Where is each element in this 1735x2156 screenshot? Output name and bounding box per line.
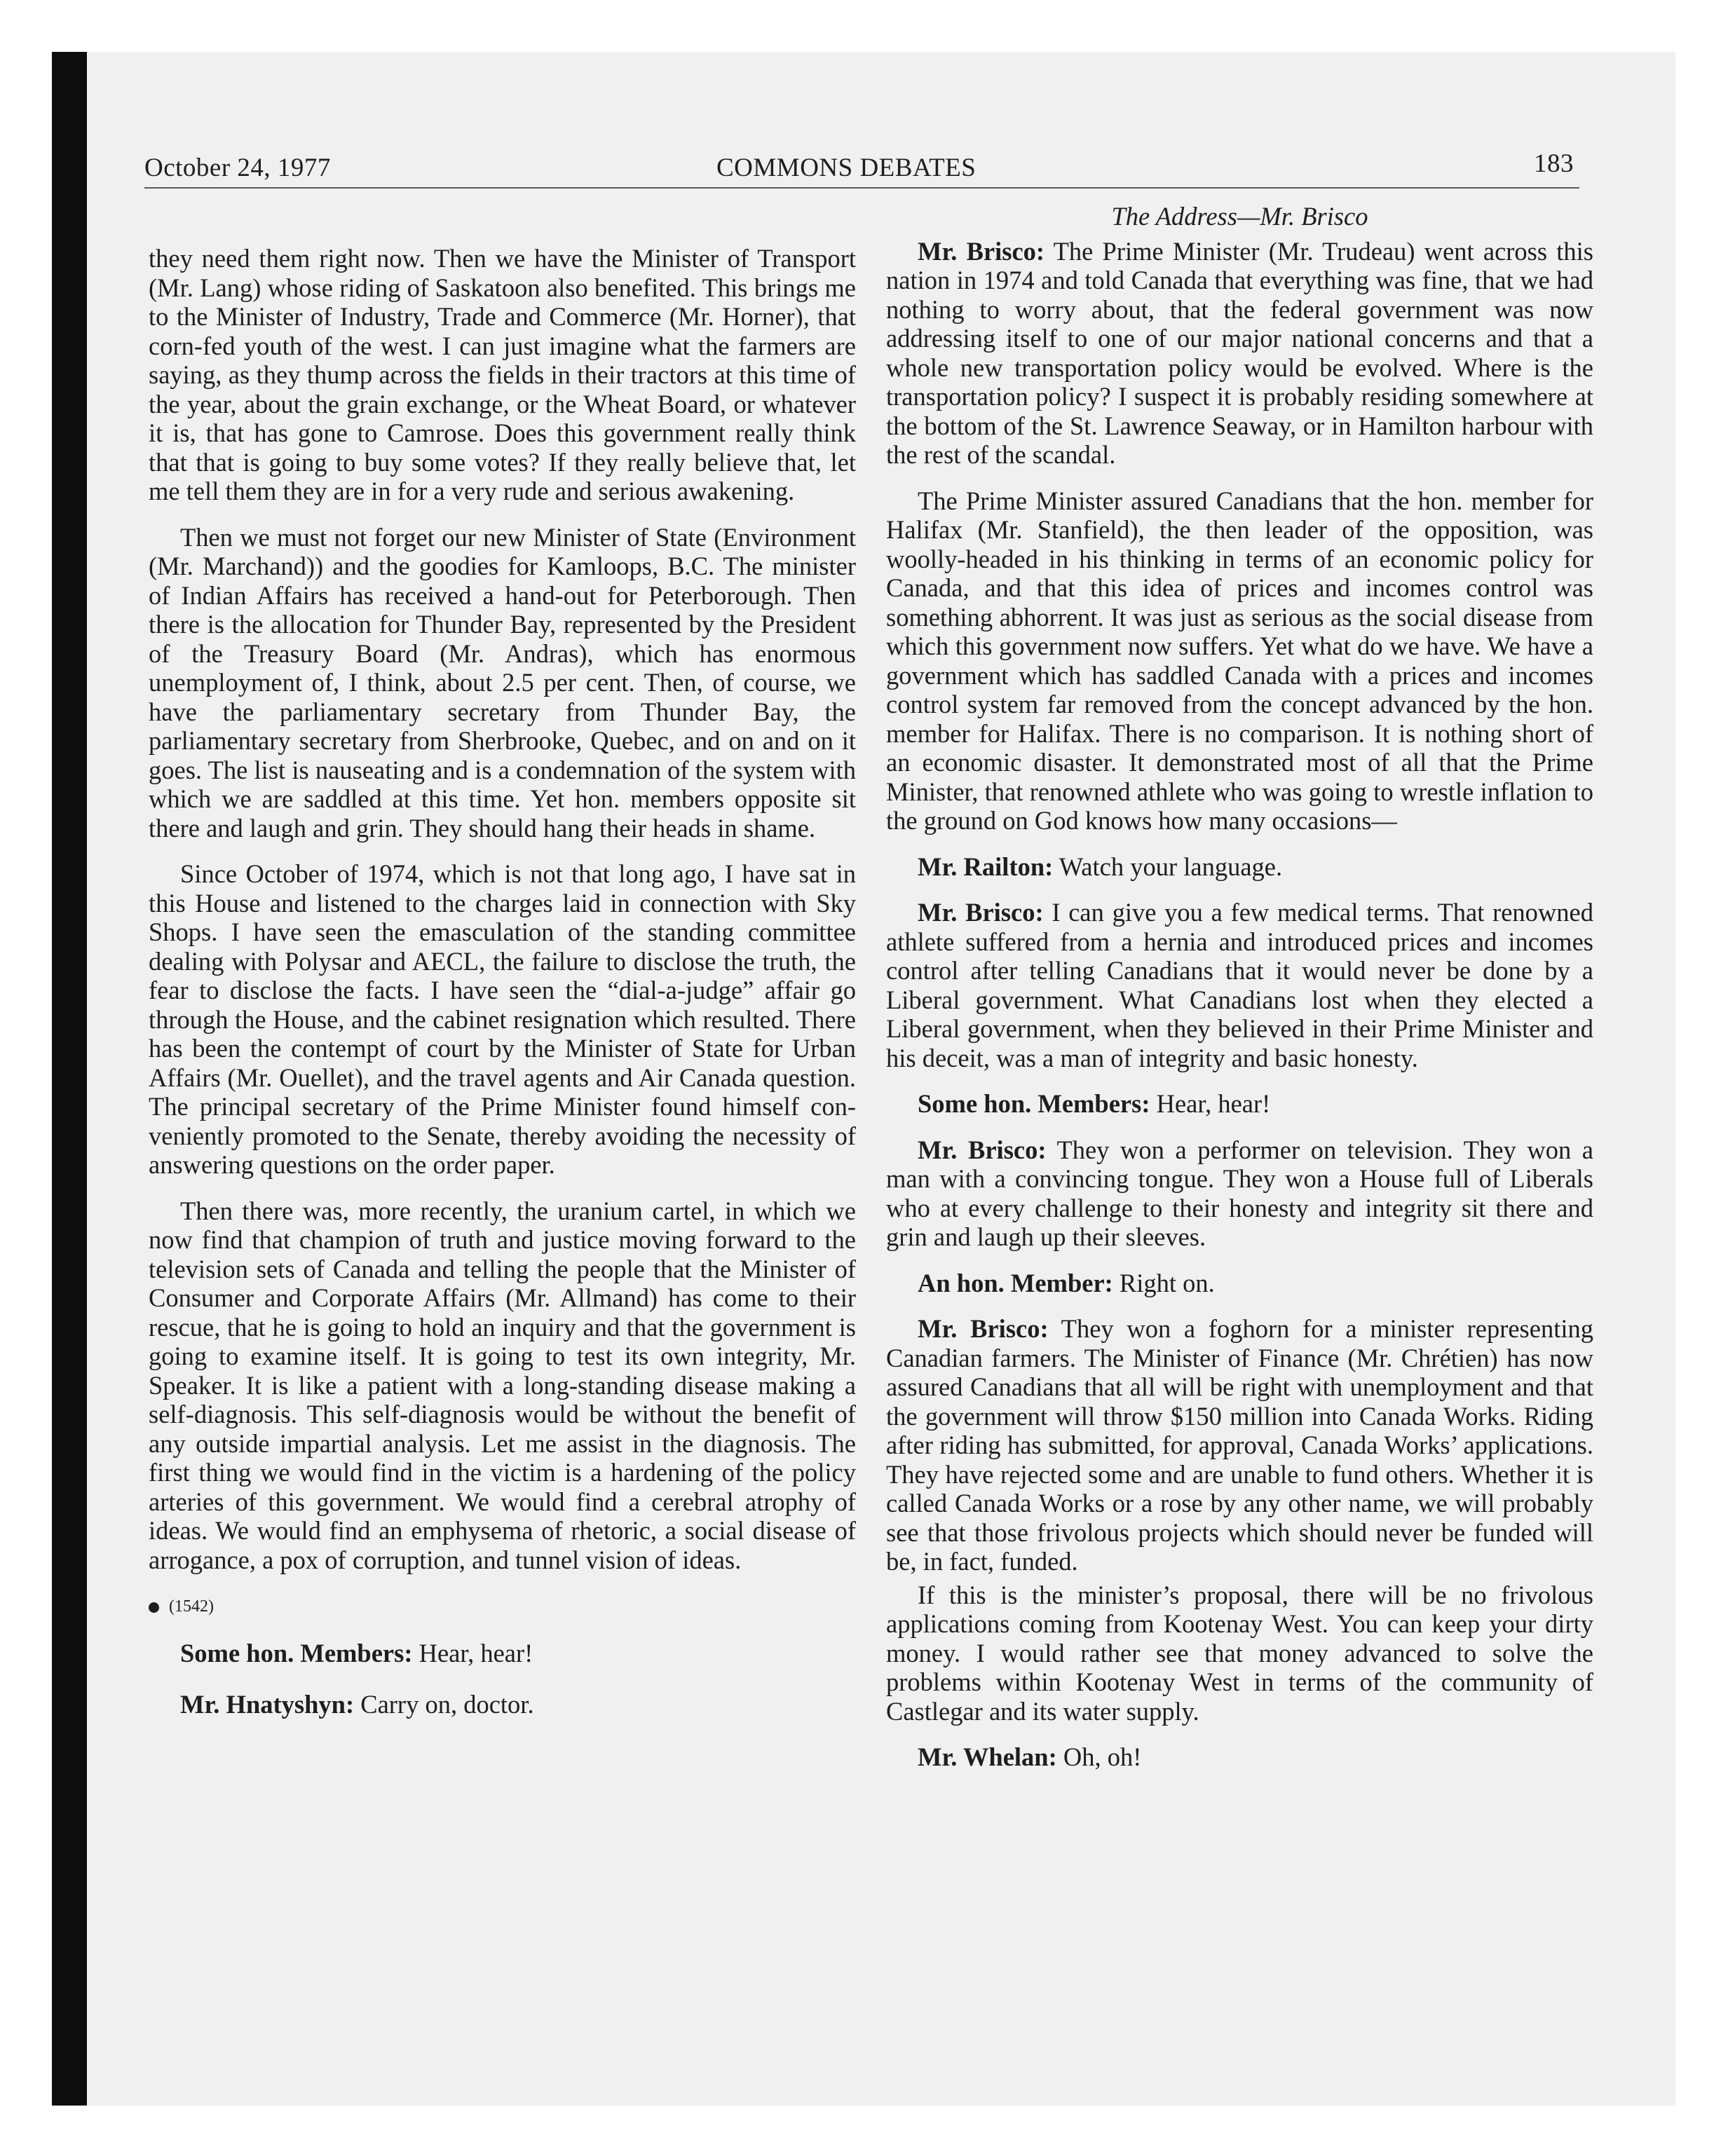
speaker-name: An hon. Member: [918,1268,1113,1297]
paragraph: If this is the minister’s proposal, there will be no frivolous applications coming from Kootenay West. You can keep your dirty money. I would rather see that money advanced to solve the problems within Kootenay West in terms of the community of Castlegar and its water supply. [886,1580,1593,1726]
speech [886,1269,1593,1298]
speaker-name: Mr. Brisco: [918,1314,1049,1343]
speech [886,1089,1593,1119]
speaker-name: Some hon. Members: [180,1638,413,1667]
left-column [149,244,856,1719]
page-number: 183 [1534,149,1574,178]
bullet-dot-icon [149,1602,159,1613]
speaker-name: Mr. Brisco: [918,898,1044,927]
speaker-name: Mr. Brisco: [918,1135,1047,1164]
speech-text: Right on. [1113,1268,1215,1297]
speech-text: Carry on, doctor. [354,1690,534,1719]
speech-text: I can give you a few medical terms. That renowned athlete suffered from a hernia and introduced prices and incomes control after telling Canadians that it would never be done by a Liberal government. What Canadians lost when they elected a Liberal government, when they believed in their Prime Minister and his deceit, was a man of integrity and basic honesty. [886,898,1593,1072]
header-title: COMMONS DEBATES [716,153,977,182]
speaker-name: Mr. Whelan: [918,1742,1057,1771]
binding-edge [52,52,87,2106]
speech-text: Hear, hear! [412,1638,533,1667]
right-column [886,202,1593,1772]
speaker-name: Mr. Railton: [918,852,1054,881]
paragraph: Then we must not forget our new Minister of State (Environment (Mr. Marchand)) and the goodies for Kamloops, B.C. The minister of Indian Affairs has received a hand-out for Peterborough. Then there is the allocation for Thunder Bay, represented by the President of the Treasury Board (Mr. Andras), which has enormous unemployment of, I think, about 2.5 per cent. Then, of course, we have the parliamentary secretary from Thunder Bay, the parliamentary secretary from Sherbrooke, Quebec, and on and on it goes. The list is nauseating and is a condemnation of the system with which we are saddled at this time. Yet hon. members opposite sit there and laugh and grin. They should hang their heads in shame. [149,522,856,842]
speech-text: The Prime Minister (Mr. Trudeau) went across this nation in 1974 and told Canada that everything was fine, that we had nothing to worry about, that the federal government was now addressing itself to one of our major national concerns and that a whole new transportation policy would be evolved. Where is the transportation policy? I suspect it is probably residing somewhere at the bottom of the St. Lawrence Seaway, or in Hamilton harbour with the rest of the scandal. [886,236,1593,469]
paragraph: they need them right now. Then we have the Minister of Transport (Mr. Lang) whose riding of Saskatoon also benefited. This brings me to the Minister of Industry, Trade and Commerce (Mr. Horner), that corn-fed youth of the west. I can just imagine what the farmers are saying, as they thump across the fields in their tractors at this time of the year, about the grain exchange, or the Wheat Board, or whatever it is, that has gone to Camrose. Does this government really think that that is going to buy some votes? If they really believe that, let me tell them they are in for a very rude and serious awakening. [149,244,856,505]
speech [886,1742,1593,1772]
speaker-name: Mr. Brisco: [918,236,1045,266]
speech [886,852,1593,882]
speech [886,237,1593,470]
header-rule [144,187,1579,189]
speech [886,1314,1593,1576]
paragraph: The Prime Minister assured Canadians that the hon. member for Halifax (Mr. Stanfield), the then leader of the opposition, was woolly-headed in his thinking in terms of an economic policy for Canada, and that this idea of prices and incomes control was something abhorrent. It was just as serious as the social disease from which this government now suffers. Yet what do we have. We have a government which has saddled Canada with a prices and incomes control system far removed from the concept advanced by the hon. member for Halifax. There is no comparison. It is nothing short of an economic disaster. It demonstrated most of all that the Prime Minister, that renowned athlete who was going to wrestle inflation to the ground on God knows how many occasions— [886,486,1593,835]
speech-text: They won a foghorn for a minister representing Canadian farmers. The Minister of Finance (Mr. Chrétien) has now assured Canadians that all will be right with unemployment and that the government will throw $150 million into Canada Works. Riding after riding has submitted, for approval, Canada Works’ applications. They have rejected some and are unable to fund others. Whether it is called Canada Works or a rose by any other name, we will probably see that those frivolous projects which should never be funded will be, in fact, funded. [886,1314,1593,1576]
running-head: The Address—Mr. Brisco [1111,202,1368,231]
speech [886,1135,1593,1252]
speech-text: They won a performer on television. They won a man with a convincing tongue. They won a House full of Liberals who at every challenge to their honesty and integrity sit there and grin and laugh up their sleeves. [886,1135,1594,1251]
speaker-name: Mr. Hnatyshyn: [180,1690,355,1719]
speech-text: Oh, oh! [1056,1742,1142,1771]
paragraph: Then there was, more recently, the uranium cartel, in which we now find that champion of truth and justice moving forward to the television sets of Canada and telling the people that the Minister of Consumer and Corporate Affairs (Mr. Allmand) has come to their rescue, that he is going to hold an inquiry and that the government is going to examine itself. It is going to test its own integrity, Mr. Speaker. It is like a patient with a long-standing disease making a self-diagnosis. This self-diagnosis would be without the benefit of any outside impartial analysis. Let me assist in the diagnosis. The first thing we would find in the victim is a hardening of the policy arteries of this government. We would find a cerebral atrophy of ideas. We would find an emphysema of rhetoric, a social disease of arrogance, a pox of corruption, and tunnel vision of ideas. [149,1196,856,1574]
speech [149,1690,856,1719]
time-marker: (1542) [149,1592,856,1622]
speech [886,898,1593,1072]
speech [149,1639,856,1668]
speaker-name: Some hon. Members: [918,1089,1150,1118]
speech-text: Hear, hear! [1150,1089,1271,1118]
paragraph: Since October of 1974, which is not that long ago, I have sat in this House and listened to the charges laid in connection with Sky Shops. I have seen the emasculation of the standing committee dealing with Polysar and AECL, the failure to disclose the truth, the fear to disclose the facts. I have seen the “dial-a-judge” affair go through the House, and the cabinet resignation which resulted. There has been the contempt of court by the Minister of State for Urban Affairs (Mr. Ouellet), and the travel agents and Air Canada question. The principal secretary of the Prime Minister found himself conveniently promoted to the Senate, thereby avoiding the necessity of answering questions on the order paper. [149,859,856,1179]
speech-text: Watch your language. [1053,852,1283,881]
header-date: October 24, 1977 [144,153,331,182]
